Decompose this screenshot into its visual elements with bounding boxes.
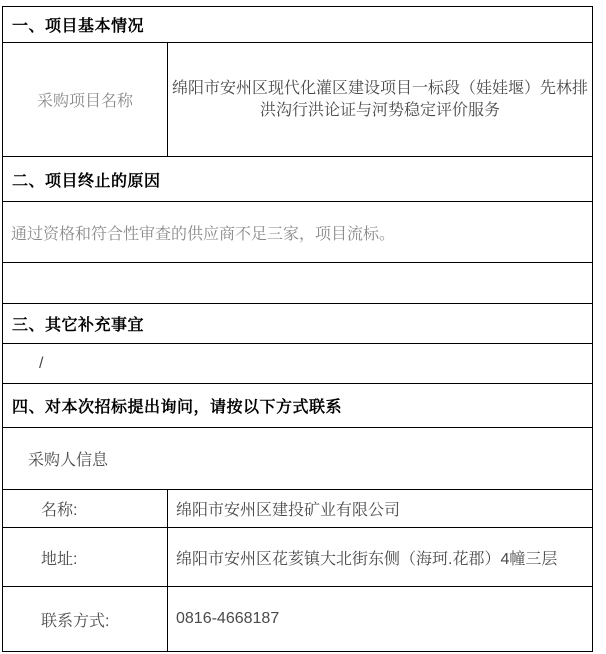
purchaser-contact-label: 联系方式: [41, 612, 110, 630]
purchaser-info-cell [3, 428, 592, 489]
project-name-value-cell [168, 43, 592, 156]
project-name-label: 采购项目名称 [36, 93, 133, 110]
purchaser-address-value: 绵阳市安州区花荄镇大北街东侧（海珂.花郡）4幢三层 [176, 550, 558, 568]
purchaser-info-row [3, 428, 592, 490]
empty-row [3, 263, 592, 304]
section-termination-header [3, 157, 592, 202]
purchaser-contact-value-cell [168, 587, 592, 651]
purchaser-name-value: 绵阳市安州区建投矿业有限公司 [176, 502, 401, 519]
purchaser-address-row [3, 528, 592, 587]
purchaser-address-label-cell [3, 528, 168, 586]
project-name-row [3, 43, 592, 157]
purchaser-contact-row [3, 587, 592, 651]
section-basic-info-header [3, 7, 592, 43]
section-termination-title: 二、项目终止的原因 [12, 172, 161, 190]
supplement-note: / [39, 354, 44, 372]
empty-cell [3, 263, 592, 303]
purchaser-name-value-cell [168, 490, 592, 527]
supplement-note-row [3, 344, 592, 384]
purchaser-name-row [3, 490, 592, 528]
termination-reason-cell [3, 202, 592, 262]
purchaser-address-label: 地址: [41, 550, 78, 568]
purchaser-name-label: 名称: [41, 502, 78, 519]
project-name-value: 绵阳市安州区现代化灌区建设项目一标段（娃娃堰）先林排洪沟行洪论证与河势稳定评价服务 [172, 79, 589, 119]
section-contact-header [3, 384, 592, 428]
purchaser-contact-label-cell [3, 587, 168, 651]
section-basic-info-title: 一、项目基本情况 [12, 18, 145, 35]
section-contact-title: 四、对本次招标提出询问，请按以下方式联系 [12, 399, 343, 416]
purchaser-info-heading: 采购人信息 [28, 452, 109, 469]
purchaser-contact-value: 0816-4668187 [176, 610, 280, 627]
section-supplement-title: 三、其它补充事宜 [12, 317, 145, 334]
supplement-note-cell [3, 344, 592, 383]
purchaser-name-label-cell [3, 490, 168, 527]
section-supplement-header [3, 304, 592, 344]
announcement-table [2, 6, 593, 652]
termination-reason-text: 通过资格和符合性审查的供应商不足三家，项目流标。 [11, 225, 396, 243]
termination-reason-row [3, 202, 592, 263]
project-name-label-cell [3, 43, 168, 156]
purchaser-address-value-cell [168, 528, 592, 586]
